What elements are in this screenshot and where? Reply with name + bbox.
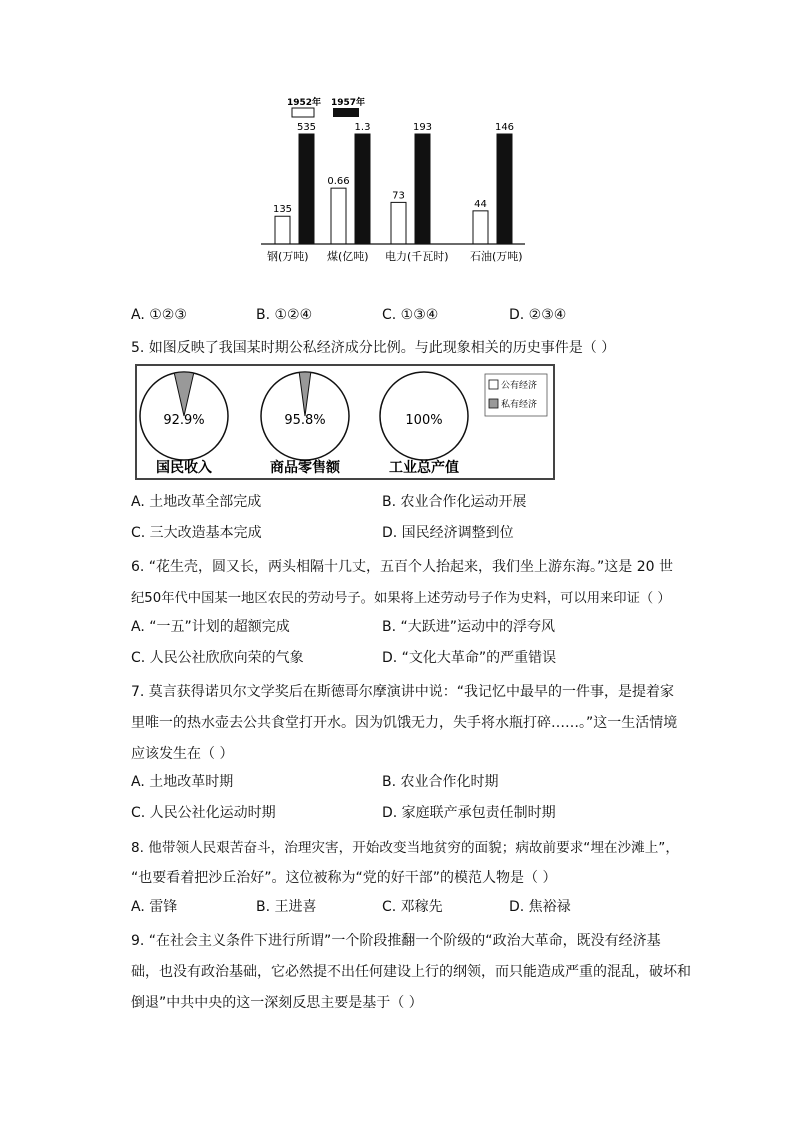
pie-charts [137,366,553,478]
q5-option-c: C. 三大改造基本完成 [131,525,262,541]
q7-option-d: D. 家庭联产承包责任制时期 [382,805,556,821]
q5-stem: 5. 如图反映了我国某时期公私经济成分比例。与此现象相关的历史事件是（ ） [131,340,616,356]
q5-option-a: A. 土地改革全部完成 [131,494,262,510]
pie-3-value: 100% [405,413,443,428]
category-label-oil: 石油(万吨) [470,250,523,263]
bar-label-1957-3: 146 [494,122,515,133]
bar-label-1952-3: 44 [474,198,487,210]
bar-1952-3 [473,211,488,244]
q4-option-d: D. ②③④ [509,307,567,323]
pie-3-title: 工业总产值 [389,460,459,476]
bar-chart [255,90,555,270]
bar-1952-2 [391,202,406,244]
q4-option-c: C. ①③④ [382,307,439,323]
q4-option-b: B. ①②④ [256,307,313,323]
q7-option-b: B. 农业合作化时期 [382,774,499,790]
pie-legend-swatch-public [489,380,498,389]
bar-1957-1 [355,134,370,244]
bar-label-1952-0: 135 [272,204,293,216]
q8-option-a: A. 雷锋 [131,899,178,915]
pie-legend-label-private: 私有经济 [501,400,538,410]
bar-label-1957-0: 535 [296,122,317,133]
q8-option-d: D. 焦裕禄 [509,899,571,915]
bar-label-1957-2: 193 [412,122,433,133]
pie-1-title: 国民收入 [156,460,212,476]
bar-label-1952-1: 0.66 [327,176,350,188]
legend-label-1952: 1952年 [287,98,322,108]
legend-label-1957: 1957年 [331,98,366,108]
pie-legend-swatch-private [489,399,498,408]
q6-option-b: B. “大跃进”运动中的浮夸风 [382,619,556,635]
bar-label-1957-1: 1.3 [354,122,371,133]
q9-stem-line1: 9. “在社会主义条件下进行所谓”一个阶段推翻一个阶级的“政治大革命，既没有经济基 [131,933,661,949]
q7-stem-line2: 里唯一的热水壶去公共食堂打开水。因为饥饿无力，失手将水瓶打碎……。”这一生活情境 [131,715,678,731]
category-label-coal: 煤(亿吨) [327,250,369,263]
bar-1952-1 [331,188,346,244]
q7-option-c: C. 人民公社化运动时期 [131,805,276,821]
pie-legend-label-public: 公有经济 [501,381,538,391]
pie-chart-panel [135,364,555,480]
category-label-power: 电力(千瓦时) [385,250,449,263]
q7-stem-line1: 7. 莫言获得诺贝尔文学奖后在斯德哥尔摩演讲中说：“我记忆中最早的一件事，是提着家 [131,684,675,700]
pie-1-value: 92.9% [163,413,205,428]
q5-option-b: B. 农业合作化运动开展 [382,494,527,510]
q4-option-a: A. ①②③ [131,307,187,323]
q6-option-d: D. “文化大革命”的严重错误 [382,650,557,666]
pie-2-value: 95.8% [284,413,326,428]
bar-1957-3 [497,134,512,244]
q6-option-a: A. “一五”计划的超额完成 [131,619,290,635]
legend-swatch-1957 [333,108,359,117]
q6-stem-line2: 纪50年代中国某一地区农民的劳动号子。如果将上述劳动号子作为史料，可以用来印证（ ） [131,591,671,606]
q8-option-b: B. 王进喜 [256,899,317,915]
q9-stem-line2: 础，也没有政治基础，它必然提不出任何建设上行的纲领，而只能造成严重的混乱，破坏和 [131,964,691,980]
bar-label-1952-2: 73 [392,190,405,202]
bars-group [273,122,514,244]
pie-2-title: 商品零售额 [270,460,340,476]
q8-option-c: C. 邓稼先 [382,899,443,915]
q5-option-d: D. 国民经济调整到位 [382,525,514,541]
bar-1952-0 [275,216,290,244]
q8-stem-line1: 8. 他带领人民艰苦奋斗，治理灾害，开始改变当地贫穷的面貌；病故前要求“埋在沙滩上”， [131,840,679,856]
q6-option-c: C. 人民公社欣欣向荣的气象 [131,650,304,666]
q9-stem-line3: 倒退”中共中央的这一深刻反思主要是基于（ ） [131,995,423,1011]
category-label-steel: 钢(万吨) [267,250,309,263]
legend-swatch-1952 [292,108,314,117]
bar-1957-2 [415,134,430,244]
q6-stem-line1: 6. “花生壳，圆又长，两头相隔十几丈，五百个人抬起来，我们坐上游东海。”这是 20 世 [131,559,674,575]
q8-stem-line2: “也要看着把沙丘治好”。这位被称为“党的好干部”的模范人物是（ ） [131,870,557,886]
bar-1957-0 [299,134,314,244]
q7-option-a: A. 土地改革时期 [131,774,234,790]
q7-stem-line3: 应该发生在（ ） [131,746,234,762]
